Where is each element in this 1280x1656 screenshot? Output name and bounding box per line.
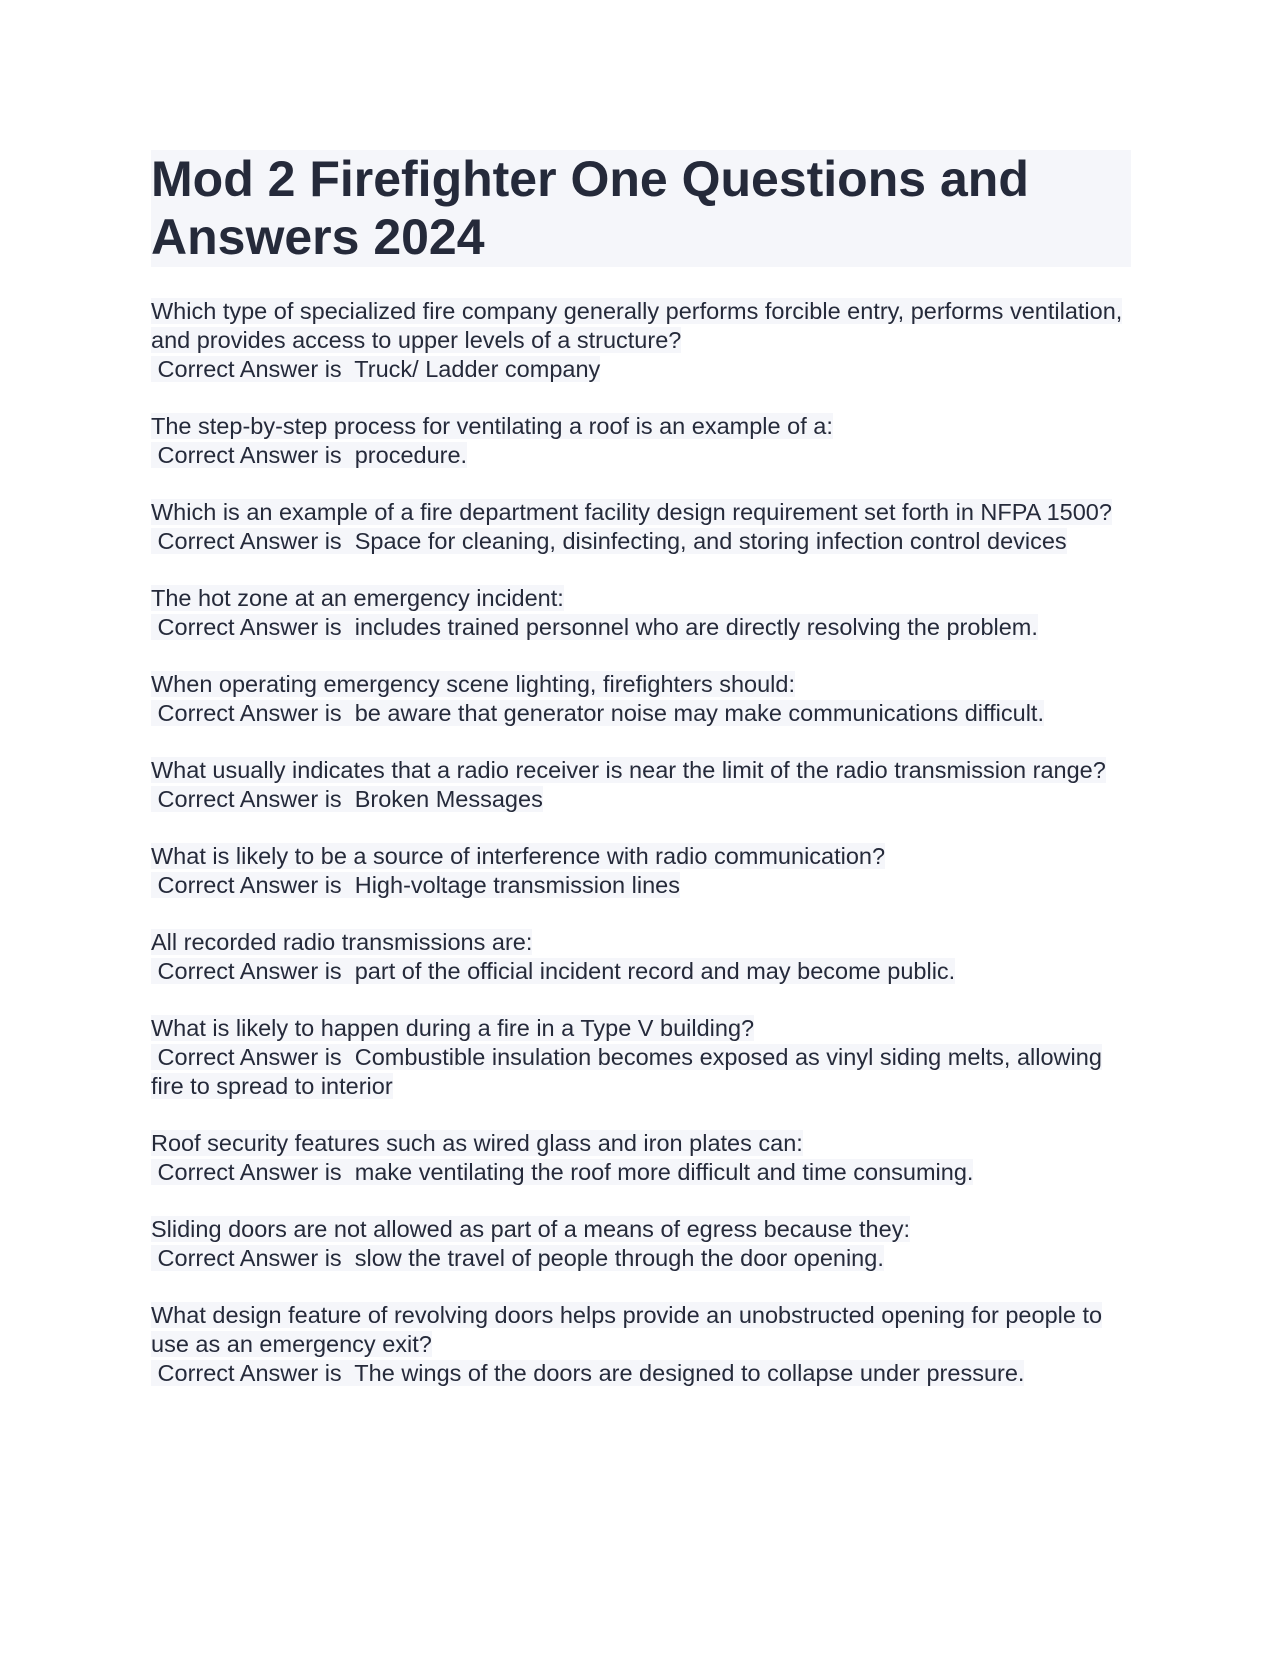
question-text: Which type of specialized fire company generally performs forcible entry, performs ventilation, and provides access to upper levels of a structure?: [151, 298, 1123, 353]
answer-text: High-voltage transmission lines: [354, 872, 680, 898]
qa-item: [151, 1301, 1131, 1388]
question-text: All recorded radio transmissions are:: [151, 929, 533, 955]
qa-item: [151, 297, 1131, 384]
qa-item: [151, 1129, 1131, 1187]
document-title: Mod 2 Firefighter One Questions and Answers 2024: [151, 150, 1131, 267]
qa-item: [151, 756, 1131, 814]
answer-text: Truck/ Ladder company: [354, 356, 601, 382]
answer-prefix: Correct Answer is: [151, 1245, 355, 1271]
answer-prefix: Correct Answer is: [151, 528, 355, 554]
qa-item: [151, 1215, 1131, 1273]
question-text: What is likely to be a source of interference with radio communication?: [151, 843, 886, 869]
qa-item: [151, 670, 1131, 728]
answer-prefix: Correct Answer is: [151, 614, 355, 640]
qa-item: [151, 498, 1131, 556]
document-page: [151, 150, 1131, 1416]
answer-text: make ventilating the roof more difficult and time consuming.: [354, 1159, 974, 1185]
answer-prefix: Correct Answer is: [151, 1044, 355, 1070]
qa-item: [151, 412, 1131, 470]
answer-line: [151, 699, 1131, 728]
answer-text: slow the travel of people through the door opening.: [354, 1245, 884, 1271]
answer-line: [151, 613, 1131, 642]
question-text: What is likely to happen during a fire in a Type V building?: [151, 1015, 755, 1041]
question-text: When operating emergency scene lighting, firefighters should:: [151, 671, 796, 697]
answer-text: procedure.: [354, 442, 468, 468]
answer-line: [151, 1359, 1131, 1388]
answer-line: [151, 527, 1131, 556]
answer-prefix: Correct Answer is: [151, 1159, 355, 1185]
answer-line: [151, 957, 1131, 986]
answer-prefix: Correct Answer is: [151, 958, 355, 984]
question-text: Which is an example of a fire department facility design requirement set forth in NFPA 1500?: [151, 499, 1112, 525]
answer-text: be aware that generator noise may make communications difficult.: [354, 700, 1044, 726]
question-text: The step-by-step process for ventilating a roof is an example of a:: [151, 413, 833, 439]
answer-line: [151, 871, 1131, 900]
qa-item: [151, 1014, 1131, 1101]
qa-item: [151, 928, 1131, 986]
answer-text: Space for cleaning, disinfecting, and storing infection control devices: [354, 528, 1067, 554]
answer-prefix: Correct Answer is: [151, 700, 355, 726]
question-text: Sliding doors are not allowed as part of a means of egress because they:: [151, 1216, 910, 1242]
qa-item: [151, 584, 1131, 642]
answer-line: [151, 785, 1131, 814]
answer-prefix: Correct Answer is: [151, 872, 355, 898]
question-text: What design feature of revolving doors helps provide an unobstructed opening for people to use as an emergency exit?: [151, 1302, 1103, 1357]
answer-text: includes trained personnel who are directly resolving the problem.: [354, 614, 1038, 640]
qa-list: [151, 297, 1131, 1388]
answer-prefix: Correct Answer is: [151, 1360, 355, 1386]
question-text: The hot zone at an emergency incident:: [151, 585, 564, 611]
answer-prefix: Correct Answer is: [151, 786, 355, 812]
answer-line: [151, 1158, 1131, 1187]
answer-text: part of the official incident record and may become public.: [354, 958, 956, 984]
answer-text: Combustible insulation becomes exposed as vinyl siding melts, allowing fire to spread to interior: [151, 1044, 1102, 1099]
qa-item: [151, 842, 1131, 900]
answer-line: [151, 355, 1131, 384]
answer-line: [151, 1244, 1131, 1273]
answer-text: Broken Messages: [354, 786, 543, 812]
answer-prefix: Correct Answer is: [151, 442, 355, 468]
answer-line: [151, 1043, 1131, 1101]
answer-line: [151, 441, 1131, 470]
answer-text: The wings of the doors are designed to collapse under pressure.: [354, 1360, 1025, 1386]
question-text: Roof security features such as wired glass and iron plates can:: [151, 1130, 803, 1156]
question-text: What usually indicates that a radio receiver is near the limit of the radio transmission range?: [151, 757, 1106, 783]
answer-prefix: Correct Answer is: [151, 356, 355, 382]
